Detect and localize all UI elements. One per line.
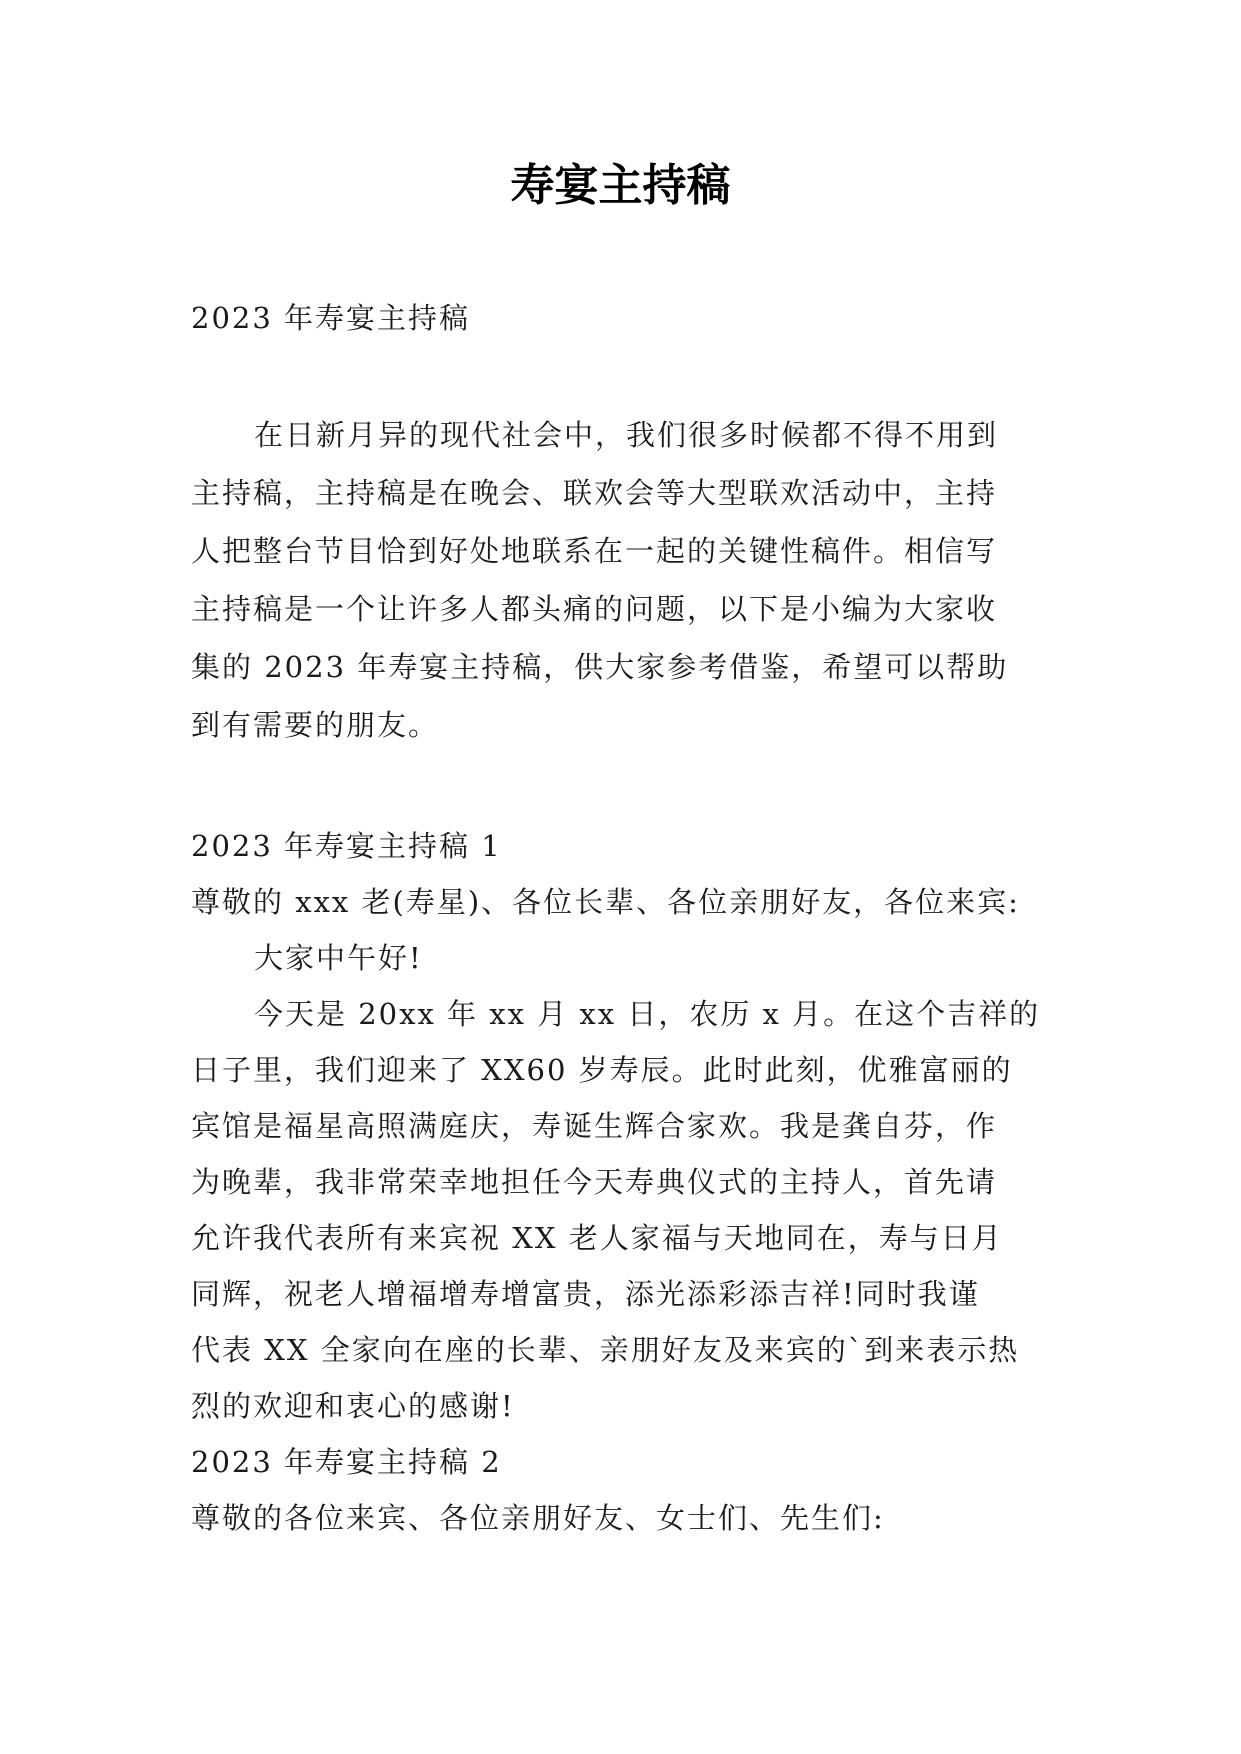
intro-paragraph — [191, 406, 1051, 754]
text-line: 允许我代表所有来宾祝 XX 老人家福与天地同在，寿与日月 — [191, 1221, 1003, 1255]
salutation: 尊敬的各位来宾、各位亲朋好友、女士们、先生们: — [191, 1501, 885, 1535]
section-heading: 2023 年寿宴主持稿 1 — [191, 829, 502, 863]
text-line: 人把整台节目恰到好处地联系在一起的关键性稿件。相信写 — [191, 534, 998, 568]
text-line: 在日新月异的现代社会中，我们很多时候都不得不用到 — [254, 418, 999, 452]
text-line: 主持稿是一个让许多人都头痛的问题，以下是小编为大家收 — [191, 592, 998, 626]
section-heading: 2023 年寿宴主持稿 2 — [191, 1445, 502, 1479]
text-line: 同辉，祝老人增福增寿增富贵，添光添彩添吉祥!同时我谨 — [191, 1277, 980, 1311]
greeting: 大家中午好! — [254, 941, 423, 975]
text-line: 今天是 20xx 年 xx 月 xx 日，农历 x 月。在这个吉祥的 — [254, 997, 1041, 1031]
text-line: 主持稿，主持稿是在晚会、联欢会等大型联欢活动中，主持 — [191, 476, 998, 510]
section-1 — [191, 818, 1051, 1546]
text-line: 集的 2023 年寿宴主持稿，供大家参考借鉴，希望可以帮助 — [191, 650, 1009, 684]
text-line: 宾馆是福星高照满庭庆，寿诞生辉合家欢。我是龚自芬，作 — [191, 1109, 998, 1143]
text-line: 日子里，我们迎来了 XX60 岁寿辰。此时此刻，优雅富丽的 — [191, 1053, 1013, 1087]
text-line: 到有需要的朋友。 — [191, 708, 440, 742]
text-line: 代表 XX 全家向在座的长辈、亲朋好友及来宾的`到来表示热 — [191, 1333, 1020, 1367]
document-title: 寿宴主持稿 — [510, 160, 731, 211]
text-line: 烈的欢迎和衷心的感谢! — [191, 1389, 515, 1423]
salutation: 尊敬的 xxx 老(寿星)、各位长辈、各位亲朋好友，各位来宾: — [191, 885, 1020, 919]
text-line: 为晚辈，我非常荣幸地担任今天寿典仪式的主持人，首先请 — [191, 1165, 998, 1199]
document-subtitle: 2023 年寿宴主持稿 — [191, 301, 471, 335]
